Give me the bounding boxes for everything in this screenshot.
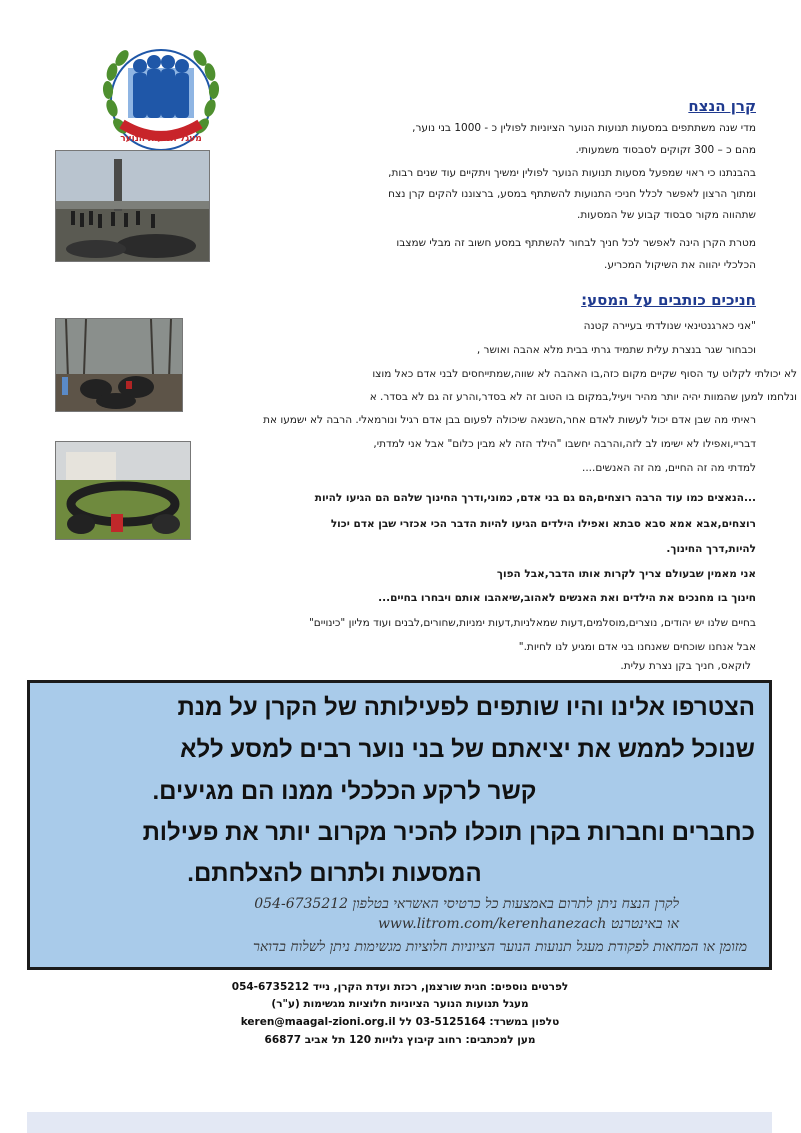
testimonial-line: בחיים שלנו יש יהודים, נוצרים,מוסלמים,דעות שמאלניות,דעות ימניות,שחורים,לבנים ועוד מליון "כינויים" xyxy=(308,617,756,629)
fund-text-line: מטרת הקרן הינה לאפשר לכל חניך לבחור להשתתף במסע חשוב זה מבלי שמצבו xyxy=(396,237,756,249)
testimonial-line: להיות,דרך החינוך. xyxy=(666,543,756,555)
testimonial-line: ראיתי מה שבן אדם יכול לעשות לאדם אחר,השנאה שיכולה לפעום בבן אדם רגיל ונורמאלי. הרבה לא ישמעו את xyxy=(263,414,756,426)
cta-line: הצטרפו אלינו והיו שותפים לפעילותה של הקרן על מנת xyxy=(177,694,755,721)
testimonial-line: דבריי,ואפילו לא ישימו לב לזה,והרבה יחשבו "הילד הזה לא מבין כלום" אבל אני למדתי, xyxy=(373,438,756,450)
testimonial-line: ונלחמו למען שהמוות יהיה יותר מהיר ויעיל,במקום בו הטוב זה לא בסדר,והרע זה גם לא בסדר. א xyxy=(369,391,797,403)
testimonials-title: חניכים כותבים על המסע: xyxy=(581,291,756,309)
fund-title: קרן הנצח xyxy=(688,97,756,115)
testimonial-line: "אני כארגנטינאי שנולדתי בעיירה קטנה xyxy=(583,320,756,332)
photo-memorial-gathering xyxy=(55,150,210,262)
fund-text-line: מדי שנה משתתפים במסעות תנועות הנוער הציוניות לפולין כ - 1000 בני נוער, xyxy=(412,122,756,134)
donate-phone-text: לקרן הנצח ניתן לתרום באמצעות כל כרטיסי האשראי בטלפון 054-6735212 xyxy=(254,896,679,912)
contact-office-email[interactable]: טלפון במשרד: 03-5125164 לל keren@maagal-zioni.org.il xyxy=(240,1016,560,1028)
contact-organization: מעגל תנועות הנוער הציוניות חלוציות מגשימות (ע"ר) xyxy=(271,998,529,1010)
photo-students-sitting xyxy=(55,318,183,412)
bottom-strip xyxy=(27,1112,772,1133)
donate-mail-text: מזומן או המחאות לפקודת מעגל תנועות הנוער הציוניות חלוציות מגשימות ניתן לשלוח בדואר xyxy=(253,939,747,955)
fund-text-line: מהם כ – 300 זקוקים לסבסוד משמעותי. xyxy=(575,144,756,156)
organization-logo xyxy=(92,38,230,158)
donate-web-text: או באינטרנט www.litrom.com/kerenhanezach xyxy=(377,916,679,932)
testimonial-line: למדתי מה זה החיים, מה זה האנשים.... xyxy=(582,462,756,474)
testimonial-line: וכבחור שגר בנצרת עלית שתמיד גרתי בבית מלא אהבה ואושר , xyxy=(476,344,756,356)
testimonial-line: ...הנאצים כמו עוד הרבה רוצחים,הם גם בני אדם, כמוני,ודרך החינוך שלהם הם הגיעו להיות xyxy=(314,492,756,504)
fund-text-line: הכלכלי יהווה את השיקול המכריע. xyxy=(604,259,756,271)
call-to-action-box xyxy=(27,680,772,970)
testimonial-line: אבל אנחנו שוכחים שאנחנו בני אדם ומגיע לנו לחיות." xyxy=(518,641,756,653)
logo-emblem xyxy=(92,38,230,158)
logo-text: מעגל תנועות הנוער xyxy=(120,134,202,144)
fund-text-line: ומתוך הרצון לאפשר לכלל חניכי התנועות להשתתף במסע, ברצוננו להקים קרן נצח xyxy=(388,188,756,200)
cta-line: כחברים וחברות בקרן תוכלו להכיר מקרוב יותר את פעילות xyxy=(142,819,755,846)
cta-line: שנוכל לממש את יציאתם של בני נוער רבים למסע ללא xyxy=(180,736,755,763)
cta-line: קשר לרקע הכלכלי ממנו הם מגיעים. xyxy=(152,778,537,805)
photo-circle-on-grass xyxy=(55,441,191,540)
testimonial-line: אני מאמין שבעולם צריך לקרות אותו הדבר,אבל הפוך xyxy=(496,568,756,580)
fund-text-line: שתהווה מקור סבסוד קבוע של המסעות. xyxy=(577,209,756,221)
contact-address: מען למכתבים: רחוב קיבוץ גלויות 120 תל אביב 66877 xyxy=(264,1034,536,1046)
fund-text-line: בהבנתנו כי ראוי שמפעל מסעות תנועות הנוער לפולין ימשיך ויתקיים עוד שנים רבות, xyxy=(388,167,756,179)
testimonial-line: חינוך בו מחנכים את הילדים ואת האנשים לאהוב,שיאהבו אותם ויבחרו בחיים... xyxy=(378,592,756,604)
testimonial-signature: לוקאס, חניך בקן נצרת עלית. xyxy=(620,660,751,672)
testimonial-line: לא יכולתי לקלוט עד הסוף שקיים מקום כזה,בו האהבה לא שווה,שמתייחסים לבני אדם כאל מוצו xyxy=(372,368,797,380)
cta-line: המסעות ולתרום להצלחתם. xyxy=(187,860,482,887)
contact-details: לפרטים נוספים: חגית שורצמן, רכזת ועדת הקרן, נייד 054-6735212 xyxy=(231,981,569,993)
testimonial-line: רוצחים,אבא אמא סבא סבתא ואפילו הילדים הגיעו להיות הדבר הכי אכזרי שבן אדם יכול xyxy=(330,518,756,530)
